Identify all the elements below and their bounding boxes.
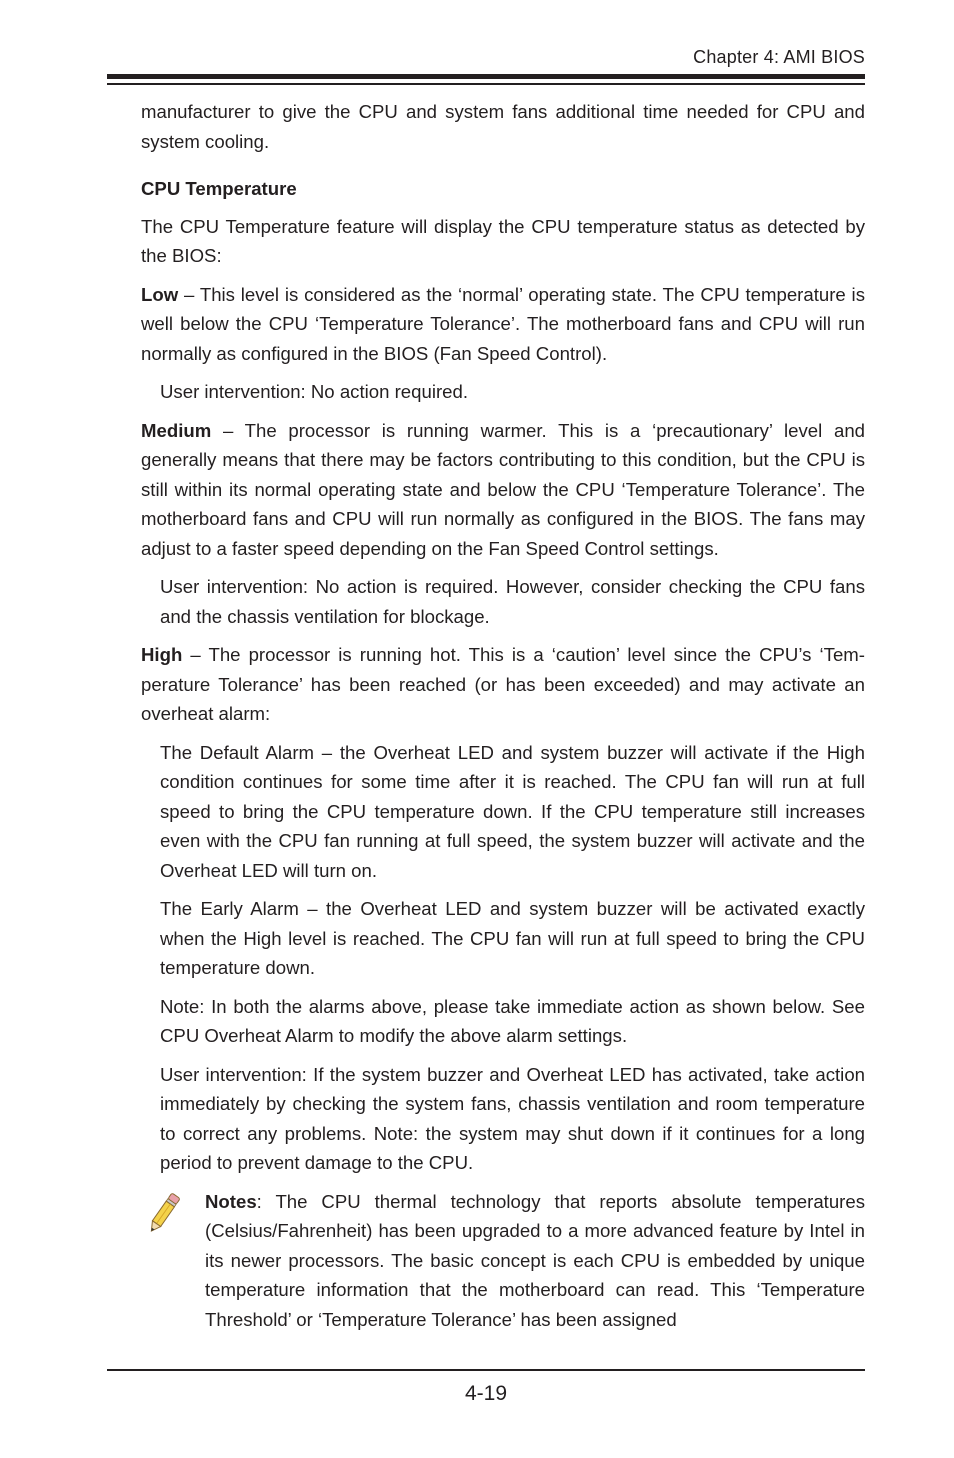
header-rule-thick <box>107 74 865 79</box>
high-paragraph <box>141 640 865 729</box>
pencil-icon <box>146 1190 182 1236</box>
chapter-header: Chapter 4: AMI BIOS <box>693 47 865 67</box>
header-rule-thin <box>107 83 865 85</box>
default-alarm-paragraph: The Default Alarm – the Overheat LED and system buzzer will activate if the High condition continues for some time after it is reached. The CPU fan will run at full speed to bring the CPU temperature down. If the CPU temperature still increases even with the CPU fan running at full speed, the system buzzer will activate and the Overheat LED will turn on. <box>160 741 865 881</box>
notes-text: : The CPU thermal technology that reports absolute temperatures (Celsius/Fahrenheit) has been upgraded to a more advanced feature by Intel in its newer processors. The basic concept is each CPU is embedded by unique temperature information that the motherboard can read. This ‘Temperature Threshold’ or ‘Temperature Tolerance’ has been assigned <box>205 1190 865 1330</box>
footer-rule <box>107 1369 865 1371</box>
intro-paragraph: manufacturer to give the CPU and system fans additional time needed for CPU and system cooling. <box>141 101 865 152</box>
low-label: Low <box>141 283 179 305</box>
medium-label: Medium <box>141 419 212 441</box>
medium-intervention: User intervention: No action is required. However, consider checking the CPU fans and the chassis ventilation for blockage. <box>160 576 865 627</box>
notes-label: Notes <box>205 1190 257 1212</box>
low-text: – This level is considered as the ‘normal’ operating state. The CPU temperature is well below the CPU ‘Temperature Tolerance’. The motherboard fans and CPU will run normally as configured in the BIOS (Fan Speed Control). <box>141 283 865 364</box>
low-intervention: User intervention: No action required. <box>160 381 468 402</box>
high-text: – The processor is running hot. This is a ‘caution’ level since the CPU’s ‘Temperature Tolerance’ has been reached (or has been exceeded) and may activate an overheat alarm: <box>141 644 865 724</box>
notes-block <box>141 1187 865 1335</box>
page-content <box>141 97 865 1334</box>
section-title: CPU Temperature <box>141 178 297 199</box>
medium-paragraph <box>141 416 865 564</box>
high-label: High <box>141 644 183 665</box>
alarm-note-paragraph: Note: In both the alarms above, please take immediate action as shown below. See CPU Overheat Alarm to modify the above alarm settings. <box>160 995 865 1046</box>
notes-paragraph <box>205 1187 865 1335</box>
early-alarm-paragraph: The Early Alarm – the Overheat LED and system buzzer will be activated exactly when the High level is reached. The CPU fan will run at full speed to bring the CPU temperature down. <box>160 898 865 978</box>
medium-text: – The processor is running warmer. This is a ‘precautionary’ level and generally means that there may be factors contributing to this condition, but the CPU is still within its normal operating state and below the CPU ‘Temperature Tolerance’. The motherboard fans and CPU will run normally as configured in the BIOS. The fans may adjust to a faster speed depending on the Fan Speed Control settings. <box>141 419 865 559</box>
low-paragraph <box>141 280 865 369</box>
section-intro-paragraph: The CPU Temperature feature will display the CPU temperature status as detected by the BIOS: <box>141 215 865 266</box>
page-number: 4-19 <box>464 1382 508 1405</box>
high-intervention: User intervention: If the system buzzer and Overheat LED has activated, take action immediately by checking the system fans, chassis ventilation and room temperature to correct any problems. Note: the system may shut down if it continues for a long period to prevent damage to the CPU. <box>160 1063 865 1173</box>
